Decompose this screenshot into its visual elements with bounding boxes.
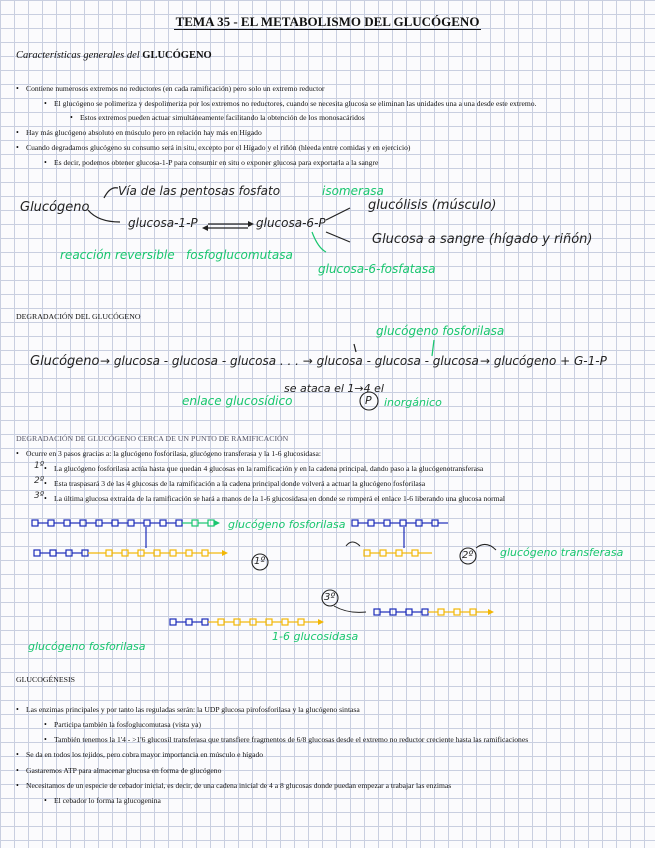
hand-g6p: glucosa-6-P xyxy=(256,216,326,230)
bullet-tejidos: • Se da en todos los tejidos, pero cobra mayor importancia en músculo e hígado xyxy=(26,750,263,759)
bullet-simultaneo: • Estos extremos pueden actuar simultáneamente facilitando la obtención de los monosacáridos xyxy=(80,113,365,122)
page-title: TEMA 35 - EL METABOLISMO DEL GLUCÓGENO xyxy=(175,14,480,29)
hand-glucolisis: glucólisis (músculo) xyxy=(368,198,497,213)
hand-glucosa-chain: → glucosa - glucosa - glucosa . . . → glucosa - glucosa - glucosa xyxy=(100,354,479,368)
bullet-musculo: • Hay más glucógeno absoluto en músculo pero en relación hay más en Hígado xyxy=(26,128,262,137)
hand-p-circle: P xyxy=(365,394,372,407)
hand-glucosa-sangre: Glucosa a sangre (hígado y riñón) xyxy=(372,232,593,247)
heading-glucogenesis: GLUCOGÉNESIS xyxy=(16,675,75,684)
bullet-transferasa: • También tenemos la 1'4 - >1'6 glucosil transferasa que transfiere fragmentos de 6/8 glucosas desde el extremo no reductor creciente hasta las ramificaciones xyxy=(54,735,528,744)
bullet-polimeriza: • El glucógeno se polimeriza y despolimeriza por los extremos no reductores, cuando se necesita glucosa se eliminan las unidades una a una desde este extremo. xyxy=(54,99,536,108)
hand-enlace-glucosidico: enlace glucosídico xyxy=(182,394,293,408)
chain-row-2 xyxy=(34,550,88,556)
hand-fosforilasa: glucógeno fosforilasa xyxy=(376,324,505,338)
hand-fosforilasa-1: glucógeno fosforilasa xyxy=(228,518,346,531)
bullet-paso-2: • Esta traspasará 3 de las 4 glucosas de la ramificación a la cadena principal donde volverá a actuar la glucógeno fosforilasa xyxy=(54,479,425,488)
hand-result-g1p: → glucógeno + G-1-P xyxy=(480,354,607,368)
hand-isomerasa: isomerasa xyxy=(322,184,384,198)
bullet-paso-1: • La glucógeno fosforilasa actúa hasta que quedan 4 glucosas en la ramificación y en la cadena principal, dando paso a la glucógenotransferasa xyxy=(54,464,483,473)
heading-ramificacion: DEGRADACIÓN DE GLUCÓGENO CERCA DE UN PUNTO DE RAMIFICACIÓN xyxy=(16,434,289,443)
chain-row-1 xyxy=(32,520,182,548)
hand-transferasa: glucógeno transferasa xyxy=(500,546,624,559)
bullet-tres-pasos: • Ocurre en 3 pasos gracias a: la glucógeno fosforilasa, glucógeno transferasa y la 1-6 glucosidasa: xyxy=(26,449,321,458)
step-number-1: 1º xyxy=(34,461,44,471)
bullet-extremos: • Contiene numerosos extremos no reductores (en cada ramificación) pero solo un extremo reductor xyxy=(26,84,325,93)
bullet-glucogenina: • El cebador lo forma la glucogenina xyxy=(54,796,161,805)
bullet-paso-3: • La última glucosa extraída de la ramificación se hará a manos de la 1-6 glucosidasa en donde se romperá el enlace 1-6 liberando una glucosa normal xyxy=(54,494,505,503)
hand-fosfoglucomutasa: fosfoglucomutasa xyxy=(186,248,293,262)
step-number-3: 3º xyxy=(34,491,44,501)
bullet-glucosa1p: • Es decir, podemos obtener glucosa-1-P para consumir en situ o exponer glucosa para exportarla a la sangre xyxy=(54,158,378,167)
hand-inorganico: inorgánico xyxy=(384,396,442,409)
hand-step-3: 3º xyxy=(324,592,336,603)
hand-fosforilasa-2: glucógeno fosforilasa xyxy=(28,640,146,653)
section-subtitle: Características generales del GLUCÓGENO xyxy=(16,50,212,61)
bullet-degradamos: • Cuando degradamos glucógeno su consumo será in situ, excepto por el Hígado y el riñón (hleeda entre comidas y en ejercicio) xyxy=(26,143,410,152)
hand-step-1: 1º xyxy=(254,556,266,567)
heading-degradacion: DEGRADACIÓN DEL GLUCÓGENO xyxy=(16,312,141,321)
hand-step-2: 2º xyxy=(462,550,474,561)
bullet-cebador: • Necesitamos de un especie de cebador inicial, es decir, de una cadena inicial de 4 a 8 glucosas donde puedan empezar a trabajar las enzimas xyxy=(26,781,451,790)
hand-g1p: glucosa-1-P xyxy=(128,216,198,230)
hand-reaccion-reversible: reacción reversible xyxy=(60,248,175,262)
bullet-fosfoglucomutasa: • Participa también la fosfoglucomutasa (vista ya) xyxy=(54,720,201,729)
hand-glucosa-6-fosfatasa: glucosa-6-fosfatasa xyxy=(318,262,436,276)
hand-glucogeno: Glucógeno xyxy=(20,200,90,215)
step-number-2: 2º xyxy=(34,476,44,486)
bullet-atp: • Gastaremos ATP para almacenar glucosa en forma de glucógeno xyxy=(26,766,221,775)
hand-se-ataca: se ataca el 1→4 el xyxy=(284,382,384,395)
hand-glucogeno-2: Glucógeno xyxy=(30,354,100,369)
hand-via-pentosas: Vía de las pentosas fosfato xyxy=(118,184,281,198)
hand-glucosidasa: 1-6 glucosidasa xyxy=(272,630,359,643)
bullet-enzimas: • Las enzimas principales y por tanto las reguladas serán: la UDP glucosa pirofosforilasa y la glucógeno sintasa xyxy=(26,705,360,714)
